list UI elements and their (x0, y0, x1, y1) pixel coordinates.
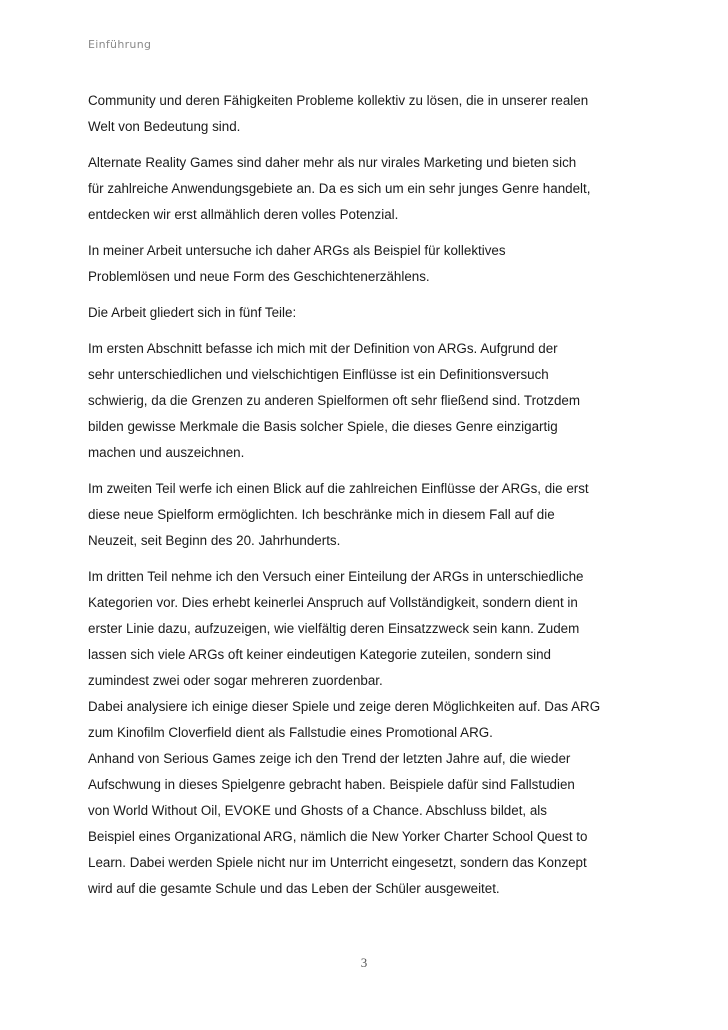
running-header: Einführung (88, 38, 152, 51)
page-number: 3 (360, 955, 368, 970)
paragraph: Im zweiten Teil werfe ich einen Blick auf die zahlreichen Einflüsse der ARGs, die erst diese neue Spielform ermöglichten. Ich beschränke mich in diesem Fall auf die Neuzeit, seit Beginn des 20. Jahrhunderts. (88, 481, 589, 548)
paragraph: Im dritten Teil nehme ich den Versuch einer Einteilung der ARGs in unterschiedliche Kategorien vor. Dies erhebt keinerlei Anspruch auf Vollständigkeit, sondern dient in erster Linie dazu, aufzuzeigen, wie vielfältig deren Einsatzzweck sein kann. Zudem lassen sich viele ARGs oft keiner eindeutigen Kategorie zuteilen, sondern sind zumindest zwei oder sogar mehreren zuordenbar. (88, 569, 584, 688)
paragraph: Alternate Reality Games sind daher mehr als nur virales Marketing und bieten sich für zahlreiche Anwendungsgebiete an. Da es sich um ein sehr junges Genre handelt, entdecken wir erst allmählich deren volles Potenzial. (88, 155, 591, 222)
paragraph: In meiner Arbeit untersuche ich daher ARGs als Beispiel für kollektives Problemlösen und neue Form des Geschichtenerzählens. (88, 243, 506, 284)
paragraph: Dabei analysiere ich einige dieser Spiele und zeige deren Möglichkeiten auf. Das ARG zum Kinofilm Cloverfield dient als Fallstudie eines Promotional ARG. (88, 699, 601, 740)
paragraph: Community und deren Fähigkeiten Probleme kollektiv zu lösen, die in unserer realen Welt von Bedeutung sind. (88, 93, 589, 134)
body-text (88, 88, 648, 902)
paragraph: Anhand von Serious Games zeige ich den Trend der letzten Jahre auf, die wieder Aufschwung in dieses Spielgenre gebracht haben. Beispiele dafür sind Fallstudien von World Without Oil, EVOKE und Ghosts of a Chance. Abschluss bildet, als Beispiel eines Organizational ARG, nämlich die New Yorker Charter School Quest to Learn. Dabei werden Spiele nicht nur im Unterricht eingesetzt, sondern das Konzept wird auf die gesamte Schule und das Leben der Schüler ausgeweitet. (88, 751, 588, 896)
paragraph: Die Arbeit gliedert sich in fünf Teile: (88, 305, 297, 320)
paragraph: Im ersten Abschnitt befasse ich mich mit der Definition von ARGs. Aufgrund der sehr unterschiedlichen und vielschichtigen Einflüsse ist ein Definitionsversuch schwierig, da die Grenzen zu anderen Spielformen oft sehr fließend sind. Trotzdem bilden gewisse Merkmale die Basis solcher Spiele, die dieses Genre einzigartig machen und auszeichnen. (88, 341, 580, 460)
